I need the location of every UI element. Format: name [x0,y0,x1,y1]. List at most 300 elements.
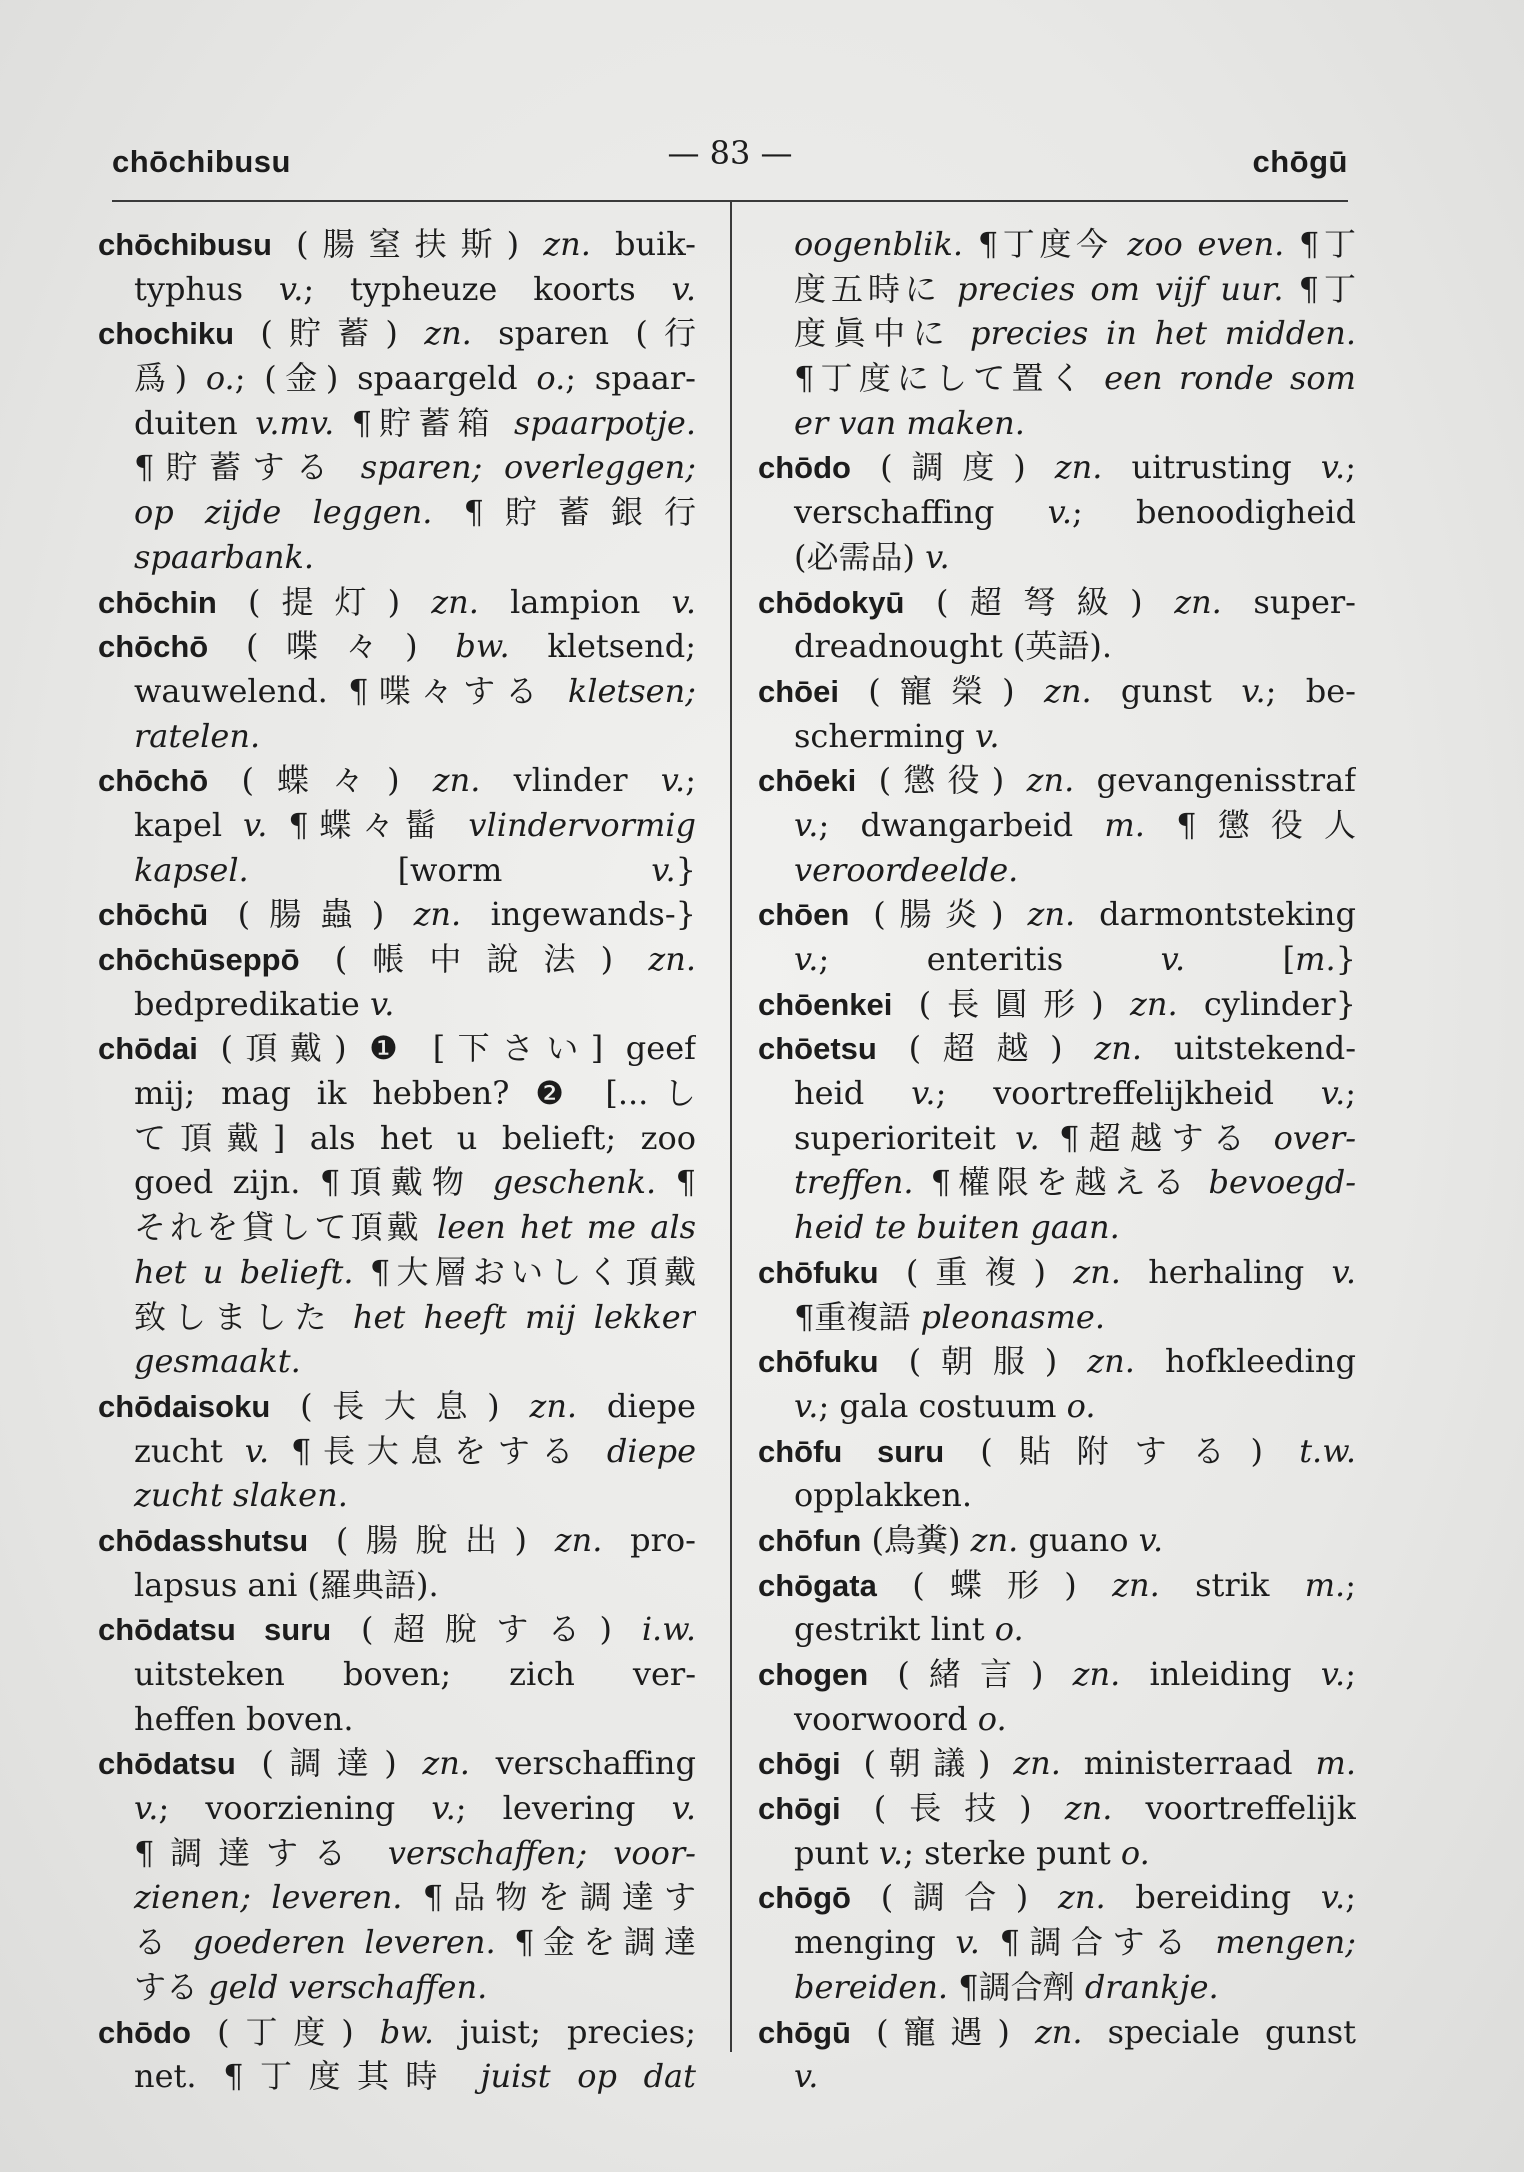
text-run: ingewands-} [461,895,696,934]
italic-text: v. [243,805,268,844]
italic-text: v. [1320,1878,1346,1917]
headword: chōchō [98,763,209,799]
text-run: uitrusting [1102,448,1321,487]
italic-text: drankje. [1084,1967,1219,2006]
text-line [758,267,1356,312]
text-run: (朝議) [840,1744,1014,1783]
text-run: (貼附する) [944,1431,1300,1470]
italic-text: v. [1320,1655,1346,1693]
text-run: hofkleeding [1134,1342,1356,1381]
italic-text: zn. [648,940,696,978]
text-run: ; benoodigheid [1072,493,1356,532]
italic-text: spaarpotje. [514,403,696,442]
text-run: mij; mag ik hebben? ❷ [...し [134,1074,696,1113]
italic-text: v. [1015,1118,1040,1157]
headword: chōchō [98,629,209,665]
italic-text: t.w. [1299,1431,1356,1470]
italic-text: zn. [1129,984,1178,1023]
text-line [758,714,1356,759]
italic-text: bw. [379,2012,435,2051]
italic-text: m. [1304,1565,1346,1604]
italic-text: spaarbank. [134,537,315,576]
text-run: ; [1345,1074,1356,1113]
text-run: zucht [134,1431,245,1470]
text-run: buik- [590,225,696,263]
headword: chōgō [758,1880,851,1916]
text-run: ¶權限を越える [913,1163,1209,1202]
text-run: ; [1345,1565,1356,1604]
italic-text: goederen leveren. [192,1923,496,1962]
text-line [98,356,696,401]
headword: chōdai [98,1031,198,1067]
text-run: wauwelend. ¶喋々する [134,671,568,710]
italic-text: oogenblik. [794,225,964,263]
text-line [758,624,1356,669]
text-line [758,1250,1356,1295]
text-run: ¶調合劑 [948,1967,1085,2006]
text-run: voorwoord [794,1699,978,1738]
text-run: typhus [134,269,279,308]
text-run: ¶貯蓄する [134,448,361,487]
italic-text: ratelen. [134,716,261,755]
text-line [758,892,1356,937]
headword: chōfuku [758,1254,879,1290]
italic-text: zucht slaken. [134,1476,348,1515]
text-line [98,1831,696,1876]
text-run: 度眞中に [794,314,971,353]
text-line [758,1741,1356,1786]
italic-text: v. [278,269,304,308]
italic-text: v.mv. [255,403,335,442]
text-run: (緒言) [868,1655,1073,1693]
headword: chōgata [758,1567,877,1603]
text-run: sparen (行 [471,314,696,353]
text-run: ; voortreffelijkheid [935,1074,1321,1113]
page-header [112,128,1348,188]
italic-text: v. [794,940,819,978]
italic-text: zn. [554,1520,603,1559]
italic-text: v. [134,1789,159,1828]
text-run: bedpredikatie [134,984,371,1023]
text-run: uitstekend- [1142,1029,1356,1068]
text-run: ¶貯蓄銀行 [432,493,696,532]
text-run: heffen boven. [134,1699,354,1738]
text-line [758,1786,1356,1831]
text-line [98,2010,696,2055]
text-run: bereiding [1105,1878,1321,1917]
text-run: vlinder [480,761,661,800]
italic-text: geschenk. [492,1163,657,1202]
text-run: opplakken. [794,1476,973,1515]
text-run: juist; precies; [434,2012,696,2051]
text-run: goed zijn. ¶頂戴物 [134,1163,493,1202]
text-line [98,1518,696,1563]
text-line [758,535,1356,580]
text-run: kletsend; [509,627,696,666]
text-run: [worm [248,850,652,889]
text-line [98,490,696,535]
text-line [758,1160,1356,1205]
italic-text: zoo even. [1127,225,1285,263]
text-run: (寵榮) [838,671,1044,710]
text-line [98,982,696,1027]
headword: chochiku [98,316,235,352]
text-line [98,535,696,580]
text-run: voortreffelijk [1112,1789,1356,1828]
italic-text: geld verschaffen. [208,1967,488,2006]
text-run: cylinder} [1177,984,1356,1023]
headword: chōchin [98,584,217,620]
text-run: diepe [577,1386,696,1425]
italic-text: kletsen; [567,671,696,710]
text-run: ministerraad [1060,1744,1316,1783]
italic-text: juist op dat [480,2057,696,2096]
text-run: ¶懲役人 [1144,805,1356,844]
text-run: ; [685,761,696,800]
text-run: ¶丁 [1284,225,1356,263]
text-line [758,982,1356,1027]
italic-text: zn. [1073,1252,1121,1291]
text-run: ; levering [455,1789,672,1828]
text-line [98,445,696,490]
headword: chōdo [98,2014,191,2050]
italic-text: m. [1104,805,1145,844]
text-run: superioriteit [794,1118,1016,1157]
text-run: する [134,1967,209,2006]
headword: chōdatsu suru [98,1612,332,1648]
text-run: て頂戴] als het u belieft; zoo [134,1118,696,1157]
text-line [98,311,696,356]
italic-text: zn. [422,1744,470,1783]
text-run: menging [794,1923,956,1962]
italic-text: v. [244,1431,270,1470]
text-line [98,401,696,446]
italic-text: een ronde som [1104,359,1356,398]
italic-text: zn. [424,314,472,353]
text-line [98,1473,696,1518]
text-line [98,580,696,625]
text-run: それを貸して頂戴 [134,1208,438,1247]
text-run: ¶大層おいしく頂戴 [353,1252,696,1291]
italic-text: vlindervormig [468,805,696,844]
text-line [758,1295,1356,1340]
text-line [758,1205,1356,1250]
text-line [758,2054,1356,2099]
text-line [758,356,1356,401]
italic-text: mengen; [1215,1923,1356,1962]
text-line [98,1205,696,1250]
headword: chōgi [758,1746,841,1782]
text-run: ; [1345,1655,1356,1693]
text-line [758,311,1356,356]
text-run: kapel [134,805,244,844]
italic-text: o. [1120,1833,1150,1872]
italic-text: zn. [1094,1029,1143,1068]
text-line [98,1920,696,1965]
text-run: (喋々) [208,627,456,666]
italic-text: v. [651,850,676,889]
text-run: (長圓形) [892,984,1130,1023]
italic-text: zn. [529,1386,578,1425]
text-run: net. ¶丁度其時 [134,2057,481,2096]
text-line [98,2054,696,2099]
headword: chōeki [758,763,857,799]
text-line [758,1697,1356,1742]
headword: chōchibusu [98,227,272,262]
italic-text: bereiden. [794,1967,949,2006]
italic-text: zn. [1027,895,1076,934]
text-run: (超弩級) [904,582,1175,621]
text-run: ; sterke punt [903,1833,1121,1872]
text-line [758,803,1356,848]
text-line [758,2010,1356,2055]
italic-text: het heeft mij lekker [352,1297,696,1336]
text-line [758,1384,1356,1429]
italic-text: verschaffen; voor- [387,1833,696,1872]
text-run: ¶調達する [134,1833,388,1872]
italic-text: v. [671,582,696,621]
text-line [98,1026,696,1071]
italic-text: v. [1320,448,1346,487]
header-last-entry: chōgū [1252,144,1348,179]
text-run: } [1335,940,1356,978]
text-run: ; be- [1265,671,1356,710]
text-line [98,669,696,714]
text-line [98,848,696,893]
text-line [758,758,1356,803]
text-run: ; enteritis [818,940,1161,978]
text-line [758,1875,1356,1920]
italic-text: zn. [1174,582,1222,621]
text-run: ; gala costuum [818,1386,1067,1425]
headword: chōdasshutsu [98,1522,309,1558]
italic-text: v. [370,984,395,1023]
italic-text: zn. [413,895,462,934]
text-run: ¶品物を調達す [402,1878,696,1917]
column-divider [730,202,732,2052]
italic-text: v. [671,1789,696,1828]
italic-text: precies in het midden. [970,314,1356,353]
text-run: 爲) [134,359,206,398]
text-line [758,580,1356,625]
italic-text: v. [1138,1520,1164,1559]
italic-text: o. [1066,1386,1096,1425]
text-run: (腸脫出) [308,1520,555,1559]
italic-text: zn. [432,761,481,800]
text-line [758,1518,1356,1563]
italic-text: zn. [1034,2012,1083,2051]
italic-text: heid te buiten gaan. [794,1208,1120,1247]
text-run: strik [1159,1565,1305,1604]
italic-text: bw. [455,627,510,666]
text-run: lampion [478,582,672,621]
text-line [758,669,1356,714]
italic-text: o. [536,359,566,398]
text-run: (朝服) [878,1342,1088,1381]
italic-text: zn. [1054,448,1103,487]
italic-text: v. [1331,1252,1356,1291]
italic-text: m. [1315,1744,1356,1783]
text-run: (帳中說法) [299,940,649,978]
italic-text: er van maken. [794,403,1025,442]
italic-text: zn. [1026,761,1075,800]
text-line [98,892,696,937]
headword: chōenkei [758,986,893,1022]
text-run: ¶丁 [1283,269,1356,308]
text-line [758,1429,1356,1474]
italic-text: zn. [1087,1342,1135,1381]
text-run: 致しました [134,1297,353,1336]
italic-text: v. [925,537,950,576]
text-run: scherming [794,716,976,755]
text-line [98,1429,696,1474]
italic-text: v. [794,805,819,844]
text-line [98,1607,696,1652]
text-line [98,937,696,982]
text-run: dreadnought (英語). [794,627,1113,666]
text-run: ¶金を調達 [495,1923,696,1962]
italic-text: v. [1160,940,1186,978]
text-run: ¶長大息をする [269,1431,607,1470]
text-run: ¶丁度にして置く [794,359,1105,398]
text-line [758,1831,1356,1876]
headword: chōdokyū [758,584,905,620]
text-line [98,1741,696,1786]
italic-text: zn. [970,1520,1019,1559]
text-line [98,1965,696,2010]
italic-text: bevoegd- [1208,1163,1356,1202]
text-line [758,1563,1356,1608]
text-run: ; dwangarbeid [818,805,1105,844]
text-line [758,937,1356,982]
text-run: (提灯) [216,582,432,621]
text-run: (腸窒扶斯) [271,225,544,263]
text-run: ¶超越する [1039,1118,1274,1157]
italic-text: pleonasme. [920,1297,1106,1336]
italic-text: zn. [1013,1744,1061,1783]
text-run: gevangenisstraf [1074,761,1356,800]
text-line [758,1071,1356,1116]
text-run: guano [1018,1520,1139,1559]
italic-text: v. [431,1789,456,1828]
text-run: ¶丁度今 [963,225,1128,263]
text-line [758,1607,1356,1652]
text-run: (長技) [840,1789,1065,1828]
header-first-entry: chōchibusu [112,144,291,179]
text-line [758,1652,1356,1697]
text-line [98,714,696,759]
text-run: (超脫する) [331,1610,642,1649]
text-run: (鳥糞) [861,1520,971,1559]
headword: chōgi [758,1791,841,1827]
text-run: (腸蟲) [208,895,414,934]
text-run: [ [1185,940,1296,978]
italic-text: v. [671,269,696,308]
text-run: ; (金) spaargeld [234,359,537,398]
text-run: ¶調合する [979,1923,1216,1962]
italic-text: o. [977,1699,1007,1738]
text-line [758,1116,1356,1161]
italic-text: i.w. [641,1610,696,1649]
text-run: (重複) [878,1252,1074,1291]
headword: chōfun [758,1522,862,1558]
italic-text: veroordeelde. [794,850,1019,889]
text-run: (長大息) [270,1386,530,1425]
headword: chōei [758,673,839,709]
text-run: darmontsteking [1075,895,1356,934]
text-run: ; [1345,1878,1356,1917]
italic-text: v. [794,2057,819,2096]
text-line [758,490,1356,535]
italic-text: v. [1241,671,1266,710]
headword: chōen [758,897,850,933]
italic-text: v. [660,761,686,800]
headword: chōfuku [758,1344,879,1380]
text-line [98,1116,696,1161]
page-number: — 83 — [667,134,793,172]
text-run: (腸炎) [849,895,1028,934]
left-column [98,222,696,2099]
text-run: uitsteken boven; zich ver- [134,1655,696,1693]
text-run: verschaffing [469,1744,696,1783]
text-run: herhaling [1120,1252,1332,1291]
text-run: (超越) [876,1029,1095,1068]
text-run: gestrikt lint [794,1610,995,1649]
italic-text: v. [878,1833,904,1872]
italic-text: sparen; overleggen; [360,448,696,487]
text-run: (頂戴) ❶ [下さい] geef [197,1029,696,1068]
text-line [98,624,696,669]
text-run: (調合) [851,1878,1058,1917]
text-run: heid [794,1074,912,1113]
text-line [98,1652,696,1697]
text-line [758,1473,1356,1518]
italic-text: zn. [1072,1655,1121,1693]
text-line [758,401,1356,446]
italic-text: zienen; leveren. [134,1878,403,1917]
headword: chōchūseppō [98,942,300,977]
text-line [758,1339,1356,1384]
headword: chogen [758,1657,869,1692]
text-run: ¶重複語 [794,1297,921,1336]
text-line [98,803,696,848]
italic-text: over- [1273,1118,1356,1157]
italic-text: m. [1295,940,1336,978]
italic-text: treffen. [794,1163,914,1202]
italic-text: v. [794,1386,819,1425]
text-run: inleiding [1120,1655,1321,1693]
text-line [758,1920,1356,1965]
italic-text: het u belieft. [134,1252,354,1291]
italic-text: o. [205,359,235,398]
text-run: super- [1221,582,1356,621]
text-line [98,758,696,803]
text-line [98,1295,696,1340]
right-column [758,222,1356,2099]
headword: chōdaisoku [98,1388,271,1424]
headword: chōgū [758,2014,851,2050]
text-line [98,1875,696,1920]
text-run: ; voorziening [158,1789,432,1828]
text-run: } [675,850,696,889]
text-line [758,848,1356,893]
text-run: pro- [602,1520,696,1559]
text-line [758,222,1356,267]
italic-text: zn. [1112,1565,1160,1604]
italic-text: leen het me als [437,1208,696,1247]
text-run: duiten [134,403,256,442]
text-run: (調達) [235,1744,423,1783]
